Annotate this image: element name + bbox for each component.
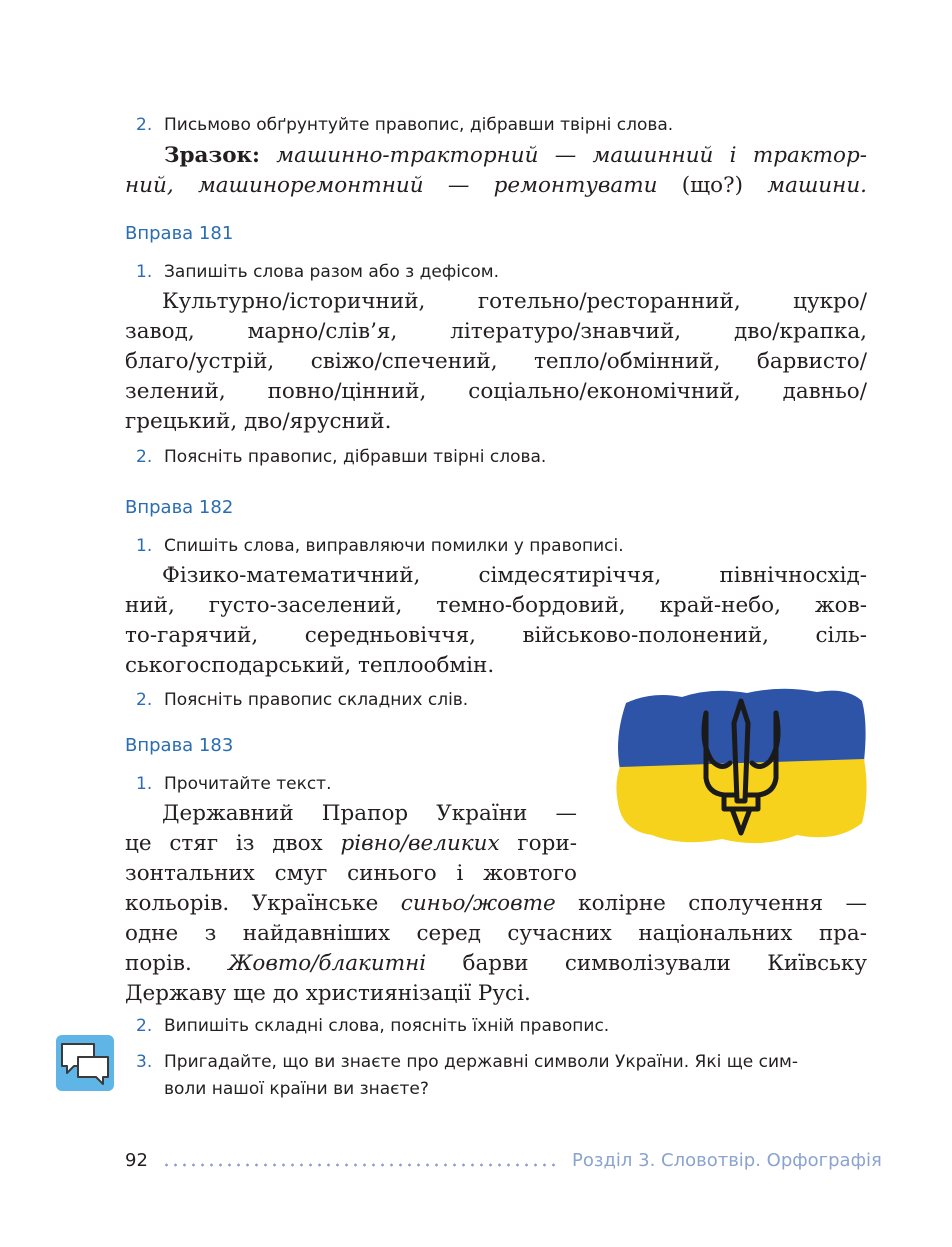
task-text: Запишіть слова разом або з дефісом. (164, 262, 500, 282)
sample-text: машини. (767, 173, 867, 198)
task-text: Поясніть правопис, дібравши твірні слова. (164, 447, 547, 467)
text-line: ськогосподарський, теплообмін. (125, 653, 495, 678)
text-line: зелений, повно/цінний, соціально/економічний, давньо/ (125, 379, 867, 404)
text-fragment: барви символізували Київську (462, 951, 867, 976)
text-line: зонтальних смуг синього і жовтого (125, 861, 577, 886)
text-line: Державний Прапор України — (162, 801, 577, 826)
text-line: благо/устрій, свіжо/спечений, тепло/обмінний, барвисто/ (125, 349, 867, 374)
text-line: то-гарячий, середньовіччя, військово-полонений, сіль- (125, 623, 867, 648)
task-text: Поясніть правопис складних слів. (164, 690, 469, 710)
sample-text: машинно-тракторний — машинний і трактор- (276, 143, 867, 168)
exercise-182-words (125, 561, 867, 681)
text-line: ний, густо-заселений, темно-бордовий, край-небо, жов- (125, 593, 867, 618)
task-item (136, 533, 624, 560)
exercise-181-words (125, 287, 867, 437)
italic-word: Жовто/блакитні (228, 951, 427, 976)
chat-bubbles-icon (56, 1035, 114, 1091)
ukraine-flag-image (612, 683, 870, 851)
task-number: 1. (136, 536, 153, 556)
task-number: 2. (136, 1016, 153, 1036)
task-number: 2. (136, 690, 153, 710)
task-item (136, 112, 673, 139)
task-item (136, 1013, 609, 1040)
task-item (136, 444, 546, 471)
text-fragment: гори- (517, 831, 577, 856)
text-fragment: це стяг із двох (125, 831, 323, 856)
text-line: завод, марно/слів’я, літературо/знавчий, дво/крапка, (125, 319, 867, 344)
exercise-title-181: Вправа 181 (125, 223, 234, 244)
task-item (136, 259, 499, 286)
text-line: Фізико-математичний, сімдесятиріччя, північносхід- (162, 563, 867, 588)
text-line: одне з найдавніших серед сучасних національних пра- (125, 921, 867, 946)
text-fragment: кольорів. Українське (125, 891, 379, 916)
exercise-183-text-narrow (125, 799, 577, 889)
text-fragment: порів. (125, 951, 192, 976)
footer-dotted-divider (162, 1163, 556, 1167)
section-title: Розділ 3. Словотвір. Орфографія (572, 1150, 882, 1171)
sample-question: (що?) (681, 173, 744, 198)
task-number: 1. (136, 774, 153, 794)
text-line (125, 889, 867, 919)
text-fragment: колірне сполучення — (578, 891, 867, 916)
text-line (125, 829, 577, 859)
sample-text: ний, машиноремонтний — ремонтувати (125, 173, 658, 198)
text-line: грецький, дво/ярусний. (125, 409, 392, 434)
exercise-183-text-wide (125, 889, 867, 1009)
task-text-continued: воли нашої країни ви знаєте? (164, 1079, 429, 1099)
italic-word: рівно/великих (340, 831, 500, 856)
exercise-title-182: Вправа 182 (125, 497, 234, 518)
sample-label: Зразок: (164, 143, 260, 168)
task-text: Прочитайте текст. (164, 774, 332, 794)
task-number: 1. (136, 262, 153, 282)
text-line: Культурно/історичний, готельно/ресторанний, цукро/ (162, 289, 867, 314)
task-item (136, 687, 468, 714)
text-line: Державу ще до християнізації Русі. (125, 981, 531, 1006)
text-line (125, 949, 867, 979)
task-item (136, 771, 332, 798)
task-text: Спишіть слова, виправляючи помилки у правописі. (164, 536, 624, 556)
task-text: Випишіть складні слова, поясніть їхній правопис. (164, 1016, 610, 1036)
italic-word: синьо/жовте (400, 891, 556, 916)
task-number: 3. (136, 1052, 153, 1072)
sample-line-2 (125, 171, 867, 201)
page-number: 92 (125, 1150, 148, 1171)
task-item (136, 1049, 798, 1076)
task-number: 2. (136, 115, 153, 135)
exercise-title-183: Вправа 183 (125, 735, 234, 756)
task-number: 2. (136, 447, 153, 467)
task-text: Пригадайте, що ви знаєте про державні символи України. Які ще сим- (164, 1052, 798, 1072)
task-text: Письмово обґрунтуйте правопис, дібравши твірні слова. (164, 115, 674, 135)
sample-line-1 (164, 141, 867, 171)
